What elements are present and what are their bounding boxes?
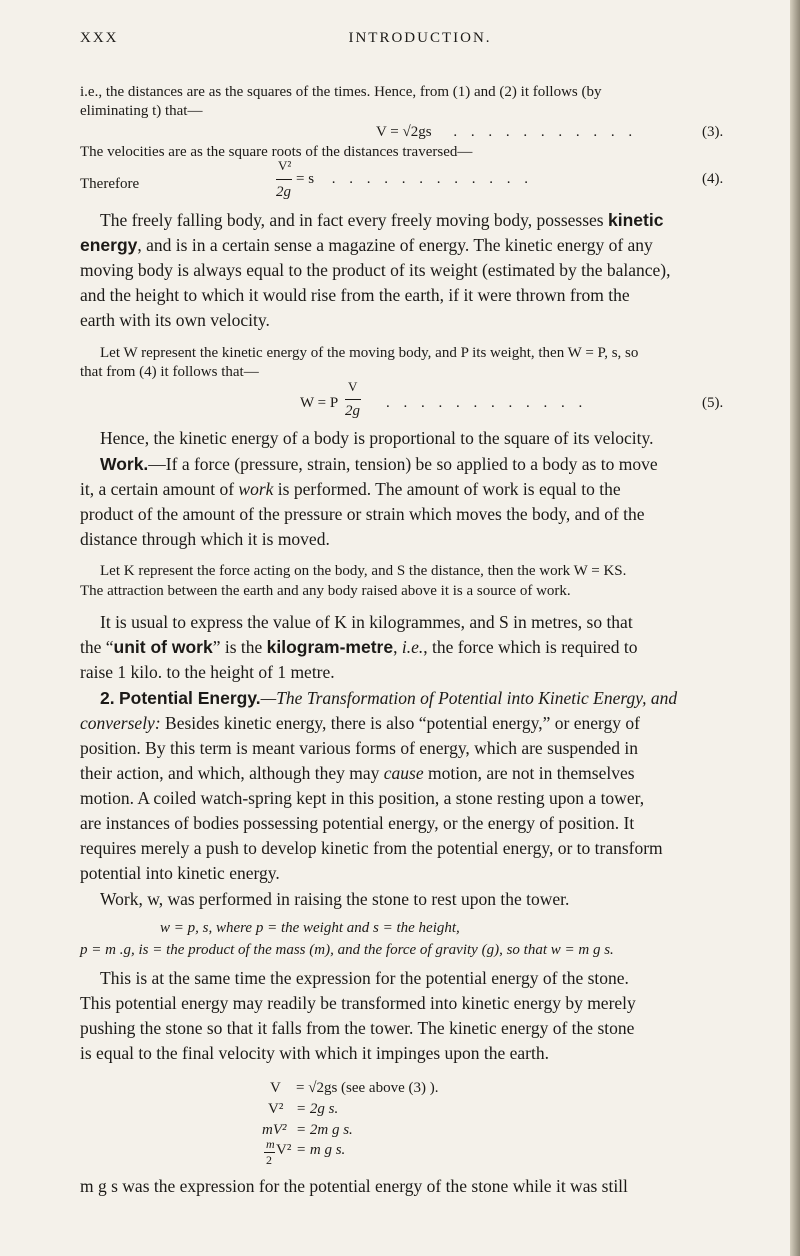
text-run: the “ [80,637,114,657]
text-line: are instances of bodies possessing potential energy, or the energy of position. It [80,813,635,833]
fraction-denominator: 2g [345,403,360,419]
text-run: is performed. The amount of work is equal to the [273,479,621,499]
text-line: and the height to which it would rise from the earth, if it were thrown from the [80,285,630,305]
leader-dots: . . . . . . . . . . . . [386,395,588,411]
text-line: raise 1 kilo. to the height of 1 metre. [80,662,335,682]
section-number: 2. [100,688,115,708]
text-run: their action, and which, although they may [80,763,384,783]
text-line: Hence, the kinetic energy of a body is proportional to the square of its velocity. [100,428,654,448]
text-line: This is at the same time the expression for the potential energy of the stone. [100,968,629,988]
text-line: Work, w, was performed in raising the stone to rest upon the tower. [100,889,570,909]
text-line [100,210,663,231]
equation-3 [376,124,637,141]
chapter-title: INTRODUCTION. [348,30,492,46]
fraction-numerator: V [348,379,358,394]
text-run: motion, are not in themselves [423,763,635,783]
derivation-rhs: = √2gs (see above (3) ). [296,1080,439,1096]
text-line: requires merely a push to develop kinetic from the potential energy, or to transform [80,838,663,858]
derivation-lhs: mV² [262,1122,287,1138]
text-line: The attraction between the earth and any body raised above it is a source of work. [80,583,571,599]
text-line: motion. A coiled watch-spring kept in this position, a stone resting upon a tower, [80,788,645,808]
text-line: is equal to the final velocity with which it impinges upon the earth. [80,1043,549,1063]
bold-term: kinetic [608,210,664,230]
text-line [80,763,635,784]
italic-term: cause [383,763,424,783]
fraction-numerator: m [266,1137,275,1151]
section-heading: Potential Energy. [118,688,261,708]
bold-term: unit of work [113,637,213,657]
derivation-rhs: = m g s. [296,1142,346,1158]
text-run: Besides kinetic energy, there is also “potential energy,” or energy of [165,713,640,733]
text-line [100,688,677,709]
text-line: position. By this term is meant various forms of energy, which are suspended in [80,738,638,758]
equation-rhs: = s [296,171,315,187]
text-run: , and is in a certain sense a magazine of energy. The kinetic energy of any [137,235,653,255]
equation-expression: V = √2gs [376,124,432,140]
text-run: The freely falling body, and in fact every freely moving body, possesses [100,210,608,230]
text-line: moving body is always equal to the product of its weight (estimated by the balance), [80,260,671,280]
equation-number: (3). [702,124,724,140]
equation-expression [296,171,533,188]
text-line: Let W represent the kinetic energy of the moving body, and P its weight, then W = P, s, so [100,345,639,361]
italic-term: work [238,479,274,499]
text-run: —If a force (pressure, strain, tension) be so applied to a body as to move [148,454,658,474]
italic-term: conversely: [80,713,166,733]
text-line: that from (4) it follows that— [80,364,259,380]
text-line [100,454,658,475]
derivation-lhs: V² [276,1142,292,1158]
text-line [80,235,653,256]
fraction-numerator: V² [278,158,292,173]
text-line: i.e., the distances are as the squares of the times. Hence, from (1) and (2) it follows (by [80,84,602,100]
fraction-denominator: 2 [266,1153,272,1167]
text-line [80,479,621,500]
derivation-lhs: V² [268,1101,284,1117]
text-line: This potential energy may readily be transformed into kinetic energy by merely [80,993,636,1013]
derivation-rhs: = 2g s. [296,1101,339,1117]
text-run: , [393,637,402,657]
section-title: —The Transformation of Potential into Kinetic Energy, and [260,688,678,708]
derivation-rhs: = 2m g s. [296,1122,353,1138]
text-line: w = p, s, where p = the weight and s = the height, [160,920,460,936]
text-line: m g s was the expression for the potential energy of the stone while it was still [80,1176,628,1196]
text-line: The velocities are as the square roots of the distances traversed— [80,144,473,160]
equation-number: (5). [702,395,724,411]
bold-term: energy [80,235,138,255]
page-edge [790,0,800,1256]
fraction-bar [276,179,292,180]
text-line: pushing the stone so that it falls from the tower. The kinetic energy of the stone [80,1018,635,1038]
text-line: earth with its own velocity. [80,310,270,330]
text-line: Let K represent the force acting on the body, and S the distance, then the work W = KS. [100,563,627,579]
text-line [80,637,638,658]
leader-dots: . . . . . . . . . . . [453,124,638,140]
text-run: it, a certain amount of [80,479,239,499]
running-header [80,30,760,54]
text-line: p = m .g, is = the product of the mass (m), and the force of gravity (g), so that w = m g s. [80,942,614,958]
italic-term: i.e. [401,637,424,657]
equation-lead: Therefore [80,176,140,192]
bold-term: kilogram-metre [266,637,394,657]
text-run: , the force which is required to [423,637,638,657]
page-number: XXX [80,30,119,46]
text-run: ” is the [212,637,267,657]
equation-expression: W = P [300,395,339,411]
text-line [80,713,640,734]
equation-number: (4). [702,171,724,187]
text-line: It is usual to express the value of K in kilogrammes, and S in metres, so that [100,612,633,632]
leader-dots: . . . . . . . . . . . . [331,171,534,187]
fraction-denominator: 2g [276,184,291,200]
fraction-bar [345,399,361,400]
derivation-lhs: V [270,1080,281,1096]
text-line: distance through which it is moved. [80,529,330,549]
text-line: potential into kinetic energy. [80,863,280,883]
section-heading: Work. [100,454,149,474]
text-line: eliminating t) that— [80,103,203,119]
text-line: product of the amount of the pressure or strain which moves the body, and of the [80,504,645,524]
